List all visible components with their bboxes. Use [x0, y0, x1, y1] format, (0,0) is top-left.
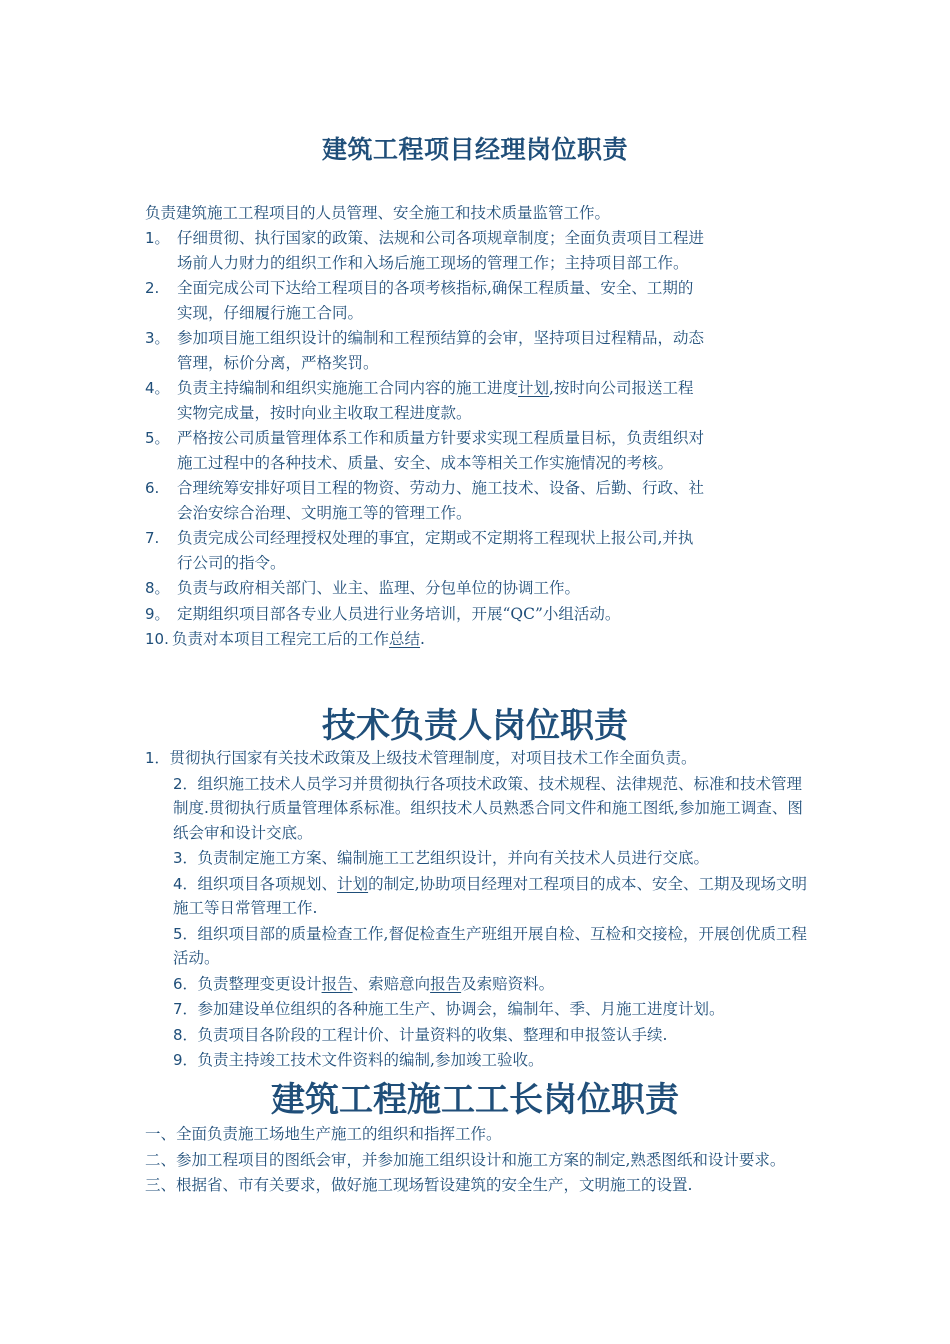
technical-lead-duties-list [145, 746, 810, 1074]
item-text-part: 组织项目各项规划、 [197, 874, 338, 893]
item-text: 全面完成公司下达给工程项目的各项考核指标,确保工程质量、安全、工期的实现，仔细履行施工合同。 [177, 279, 694, 322]
item-text: 负责完成公司经理授权处理的事宜，定期或不定期将工程现状上报公司,并执行公司的指令。 [177, 529, 694, 572]
item-text-part: 负责整理变更设计 [197, 974, 322, 993]
list-item [145, 276, 705, 325]
list-item: 三、根据省、市有关要求，做好施工现场暂设建筑的安全生产，文明施工的设置. [145, 1176, 693, 1194]
item-text-part: 及索赔资料。 [461, 974, 555, 993]
list-item [145, 226, 705, 275]
section-title-project-manager: 建筑工程项目经理岗位职责 [321, 135, 628, 164]
list-item [145, 602, 705, 627]
list-item [145, 627, 705, 652]
item-text: 负责与政府相关部门、业主、监理、分包单位的协调工作。 [177, 579, 581, 597]
item-text-part: 的制定,协助项目经理对工程项目的成本、安全、工期及现场文明施工等日常管理工作. [173, 874, 808, 917]
item-number: 2. [145, 279, 160, 297]
item-text-part: 负责主持编制和组织实施施工合同内容的施工进度 [177, 379, 519, 397]
list-item: 一、全面负责施工场地生产施工的组织和指挥工作。 [145, 1125, 502, 1143]
site-foreman-duties-list [145, 1122, 810, 1199]
item-text [172, 627, 705, 652]
list-item [145, 997, 810, 1022]
item-number: 9． [173, 1051, 198, 1069]
item-text: 组织项目部的质量检查工作,督促检查生产班组开展自检、互检和交接检，开展创优质工程活动。 [173, 924, 807, 967]
item-number: 8。 [145, 579, 170, 597]
item-number: 7． [173, 1000, 198, 1018]
list-item [145, 326, 705, 375]
item-number: 4． [173, 874, 198, 893]
item-text-part: ,按时向公司报送工程实物完成量，按时向业主收取工程进度款。 [177, 379, 694, 422]
list-item [145, 1048, 810, 1073]
item-number: 9。 [145, 604, 170, 623]
item-text: 参加建设单位组织的各种施工生产、协调会，编制年、季、月施工进度计划。 [197, 1000, 725, 1018]
list-item [145, 1023, 810, 1048]
intro-paragraph: 负责建筑施工工程项目的人员管理、安全施工和技术质量监管工作。 [145, 204, 611, 222]
item-text: 负责项目各阶段的工程计价、计量资料的收集、整理和申报签认手续. [197, 1025, 668, 1044]
list-item [145, 476, 705, 525]
item-text: 贯彻执行国家有关技术政策及上级技术管理制度，对项目技术工作全面负责。 [169, 749, 697, 767]
list-item [145, 576, 705, 601]
item-text: 参加项目施工组织设计的编制和工程预结算的会审，坚持项目过程精品，动态管理，标价分离，严格奖罚。 [177, 329, 705, 372]
item-text: 组织施工技术人员学习并贯彻执行各项技术政策、技术规程、法律规范、标准和技术管理制度.贯彻执行质量管理体系标准。组织技术人员熟悉合同文件和施工图纸,参加施工调查、图纸会审和设计交底。 [173, 774, 803, 842]
project-manager-duties-list [145, 226, 705, 653]
list-item: 二、参加工程项目的图纸会审，并参加施工组织设计和施工方案的制定,熟悉图纸和设计要求。 [145, 1150, 786, 1169]
item-number: 5． [173, 924, 198, 943]
item-number: 2． [173, 774, 198, 793]
item-number: 1。 [145, 229, 170, 247]
plan-link[interactable]: 计划 [518, 379, 550, 397]
section-title-site-foreman: 建筑工程施工工长岗位职责 [271, 1080, 679, 1120]
list-item [145, 772, 810, 846]
summary-link[interactable]: 总结 [389, 630, 421, 648]
item-number: 1． [145, 749, 170, 767]
list-item [145, 746, 810, 771]
item-text-part: 负责对本项目工程完工后的工作 [172, 630, 390, 648]
item-text: 合理统筹安排好项目工程的物资、劳动力、施工技术、设备、后勤、行政、社会治安综合治理、文明施工等的管理工作。 [177, 479, 705, 522]
report-link[interactable]: 报告 [430, 974, 462, 993]
section-title-technical-lead: 技术负责人岗位职责 [322, 706, 628, 746]
item-text-part: 、索赔意向 [352, 974, 431, 993]
item-number: 7. [145, 529, 160, 547]
item-text-part: . [420, 630, 425, 648]
item-number: 4。 [145, 379, 170, 397]
list-item [145, 972, 810, 997]
item-text: 严格按公司质量管理体系工作和质量方针要求实现工程质量目标，负责组织对施工过程中的各种技术、质量、安全、成本等相关工作实施情况的考核。 [177, 429, 705, 472]
list-item [145, 426, 705, 475]
report-link[interactable]: 报告 [321, 974, 353, 993]
item-number: 3。 [145, 329, 170, 347]
list-item [145, 872, 810, 921]
item-number: 6. [145, 479, 160, 497]
item-number: 3． [173, 849, 198, 867]
item-number: 5。 [145, 429, 170, 447]
item-text: 定期组织项目部各专业人员进行业务培训，开展“QC”小组活动。 [177, 604, 621, 623]
item-number: 6． [173, 974, 198, 993]
list-item [145, 922, 810, 971]
plan-link[interactable]: 计划 [337, 874, 369, 893]
item-number: 10. [145, 630, 169, 648]
list-item [145, 376, 705, 425]
item-text: 负责制定施工方案、编制施工工艺组织设计，并向有关技术人员进行交底。 [197, 849, 710, 867]
item-text: 仔细贯彻、执行国家的政策、法规和公司各项规章制度；全面负责项目工程进场前人力财力的组织工作和入场后施工现场的管理工作；主持项目部工作。 [177, 229, 705, 272]
list-item [145, 526, 705, 575]
list-item [145, 846, 810, 871]
item-text: 负责主持竣工技术文件资料的编制,参加竣工验收。 [197, 1051, 544, 1069]
item-number: 8． [173, 1025, 198, 1044]
item-text [177, 376, 705, 425]
